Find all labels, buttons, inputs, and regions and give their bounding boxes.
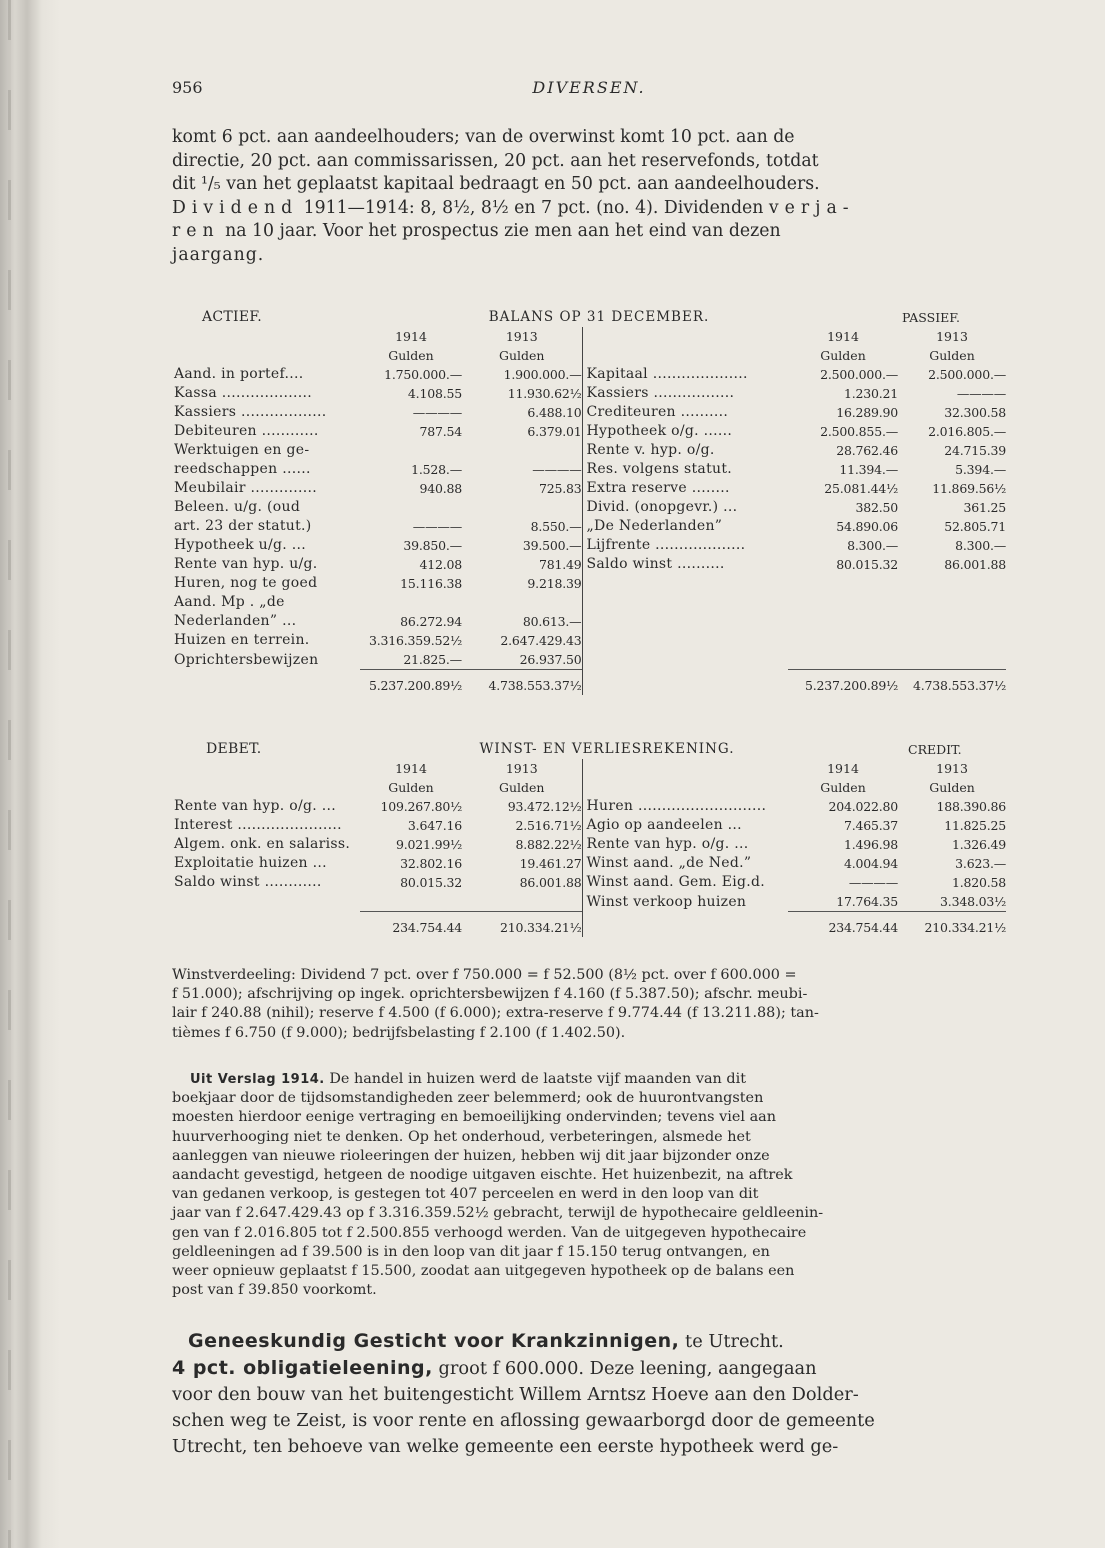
value-1914: 16.289.90 bbox=[836, 405, 899, 420]
verslag-paragraph bbox=[172, 1070, 1006, 1300]
unit-gulden: Gulden bbox=[929, 780, 975, 795]
total-passief-1913: 4.738.553.37½ bbox=[913, 678, 1007, 693]
value-1913 bbox=[462, 441, 582, 460]
value-1913 bbox=[898, 593, 1006, 612]
value-1914: ———— bbox=[848, 875, 899, 890]
intro-line: Dividend 1911—1914: 8, 8½, 8½ en 7 pct. (no. 4). Dividenden verja- bbox=[172, 197, 855, 218]
row-label: Rente van hyp. o/g. ... bbox=[174, 798, 336, 814]
obligatie-heading: 4 pct. obligatieleening, bbox=[172, 1357, 433, 1379]
year-1913: 1913 bbox=[505, 329, 538, 344]
value-1914: 3.647.16 bbox=[407, 818, 462, 833]
winstverdeeling-paragraph bbox=[172, 966, 1006, 1043]
table-row bbox=[172, 536, 1006, 555]
row-label: Winst aand. „de Ned.” bbox=[582, 854, 788, 873]
winstverdeeling-line: f 51.000); afschrijving op ingek. oprichtersbewijzen f 4.160 (f 5.387.50); afschr. meubi- bbox=[172, 986, 808, 1003]
value-1913: 3.623.— bbox=[955, 856, 1007, 871]
winstverdeeling-line: Winstverdeeling: Dividend 7 pct. over f 750.000 = f 52.500 (8½ pct. over f 600.000 = bbox=[172, 967, 797, 983]
value-1914: 1.230.21 bbox=[843, 386, 899, 401]
verslag-heading: Uit Verslag 1914. bbox=[190, 1072, 325, 1087]
value-1914: 4.004.94 bbox=[843, 856, 899, 871]
geneeskundig-line: Geneeskundig Gesticht voor Krankzinnigen, te Utrecht. bbox=[188, 1330, 784, 1352]
row-label bbox=[582, 650, 788, 670]
table-row bbox=[172, 517, 1006, 536]
row-label: art. 23 der statut.) bbox=[174, 518, 312, 534]
row-label: „De Nederlanden” bbox=[582, 517, 788, 536]
balance-year-row bbox=[172, 327, 1006, 346]
row-label: Divid. (onopgevr.) ... bbox=[582, 498, 788, 517]
profit-loss-table bbox=[172, 740, 1006, 937]
row-label: Rente van hyp. o/g. ... bbox=[582, 835, 788, 854]
table-row bbox=[172, 593, 1006, 612]
actief-label: ACTIEF. bbox=[202, 309, 262, 325]
value-1914: 28.762.46 bbox=[836, 443, 899, 458]
value-1913: 8.882.22½ bbox=[515, 837, 582, 852]
value-1913: 2.500.000.— bbox=[928, 367, 1007, 382]
geneeskundig-paragraph bbox=[172, 1328, 1006, 1460]
table-row bbox=[172, 612, 1006, 631]
value-1913: 93.472.12½ bbox=[507, 799, 582, 814]
page-number: 956 bbox=[172, 78, 203, 97]
row-label bbox=[582, 631, 788, 650]
year-1914: 1914 bbox=[827, 761, 859, 776]
balance-title-row bbox=[172, 308, 1006, 327]
value-1914: 1.528.— bbox=[411, 462, 462, 477]
unit-gulden: Gulden bbox=[388, 348, 434, 363]
value-1913 bbox=[898, 612, 1006, 631]
row-label: Winst aand. Gem. Eig.d. bbox=[582, 873, 788, 892]
geneeskundig-line: 4 pct. obligatieleening, groot f 600.000. Deze leening, aangegaan bbox=[172, 1357, 817, 1379]
verslag-line: geldleeningen ad f 39.500 is in den loop van dit jaar f 15.150 terug ontvangen, en bbox=[172, 1243, 770, 1260]
page bbox=[172, 74, 1007, 1457]
value-1913: 6.488.10 bbox=[527, 405, 582, 420]
row-label: Winst verkoop huizen bbox=[582, 892, 788, 912]
unit-gulden: Gulden bbox=[929, 348, 975, 363]
value-1914: 2.500.000.— bbox=[820, 367, 899, 382]
value-1914: 1.750.000.— bbox=[384, 367, 462, 382]
balance-unit-row bbox=[172, 346, 1006, 365]
value-1913: 6.379.01 bbox=[527, 424, 582, 439]
table-row bbox=[172, 892, 1006, 912]
value-1914: 17.764.35 bbox=[836, 894, 899, 909]
intro-line: ren na 10 jaar. Voor het prospectus zie men aan het eind van dezen bbox=[172, 221, 781, 242]
balance-sheet-table bbox=[172, 308, 1006, 695]
verslag-line: van gedanen verkoop, is gestegen tot 407 perceelen en werd in den loop van dit bbox=[172, 1186, 759, 1203]
geneeskundig-line: Utrecht, ten behoeve van welke gemeente een eerste hypotheek werd ge- bbox=[172, 1436, 839, 1457]
value-1914: 787.54 bbox=[419, 424, 462, 439]
value-1914: 80.015.32 bbox=[400, 875, 462, 890]
row-label: Nederlanden” ... bbox=[174, 613, 297, 629]
credit-label: CREDIT. bbox=[908, 742, 962, 757]
value-1914: 382.50 bbox=[855, 500, 899, 515]
value-1914: 3.316.359.52½ bbox=[368, 633, 462, 648]
verslag-line: aanleggen van nieuwe rioleeringen der huizen, hebben wij dit jaar bijzonder onze bbox=[172, 1147, 770, 1164]
value-1913: 8.550.— bbox=[530, 519, 582, 534]
winst-unit-row bbox=[172, 778, 1006, 797]
total-credit-1914: 234.754.44 bbox=[828, 920, 899, 935]
row-label: Res. volgens statut. bbox=[582, 460, 788, 479]
table-row bbox=[172, 873, 1006, 892]
value-1913: 86.001.88 bbox=[519, 875, 582, 890]
row-label: Kassa ................... bbox=[174, 385, 313, 401]
value-1914 bbox=[360, 593, 462, 612]
table-row bbox=[172, 797, 1006, 816]
unit-gulden: Gulden bbox=[388, 780, 434, 795]
value-1914: 15.116.38 bbox=[400, 576, 462, 591]
row-label: Extra reserve ........ bbox=[582, 479, 788, 498]
value-1913: 781.49 bbox=[538, 557, 582, 572]
intro-line: jaargang. bbox=[172, 244, 265, 265]
value-1913: 11.869.56½ bbox=[932, 481, 1007, 496]
value-1914: ———— bbox=[412, 405, 462, 420]
total-passief-1914: 5.237.200.89½ bbox=[805, 678, 899, 693]
value-1913: 361.25 bbox=[963, 500, 1007, 515]
verslag-line: weer opnieuw geplaatst f 15.500, zoodat aan uitgegeven hypotheek op de balans een bbox=[172, 1263, 795, 1280]
row-label: Kassiers .................. bbox=[174, 404, 327, 420]
value-1913: 80.613.— bbox=[522, 614, 582, 629]
value-1914 bbox=[788, 593, 898, 612]
year-1914: 1914 bbox=[395, 761, 427, 776]
balance-title: BALANS OP 31 DECEMBER. bbox=[488, 309, 710, 325]
value-1914: 204.022.80 bbox=[828, 799, 899, 814]
value-1913: 11.930.62½ bbox=[507, 386, 582, 401]
row-label: Huren, nog te goed bbox=[174, 575, 318, 591]
row-label bbox=[172, 892, 360, 912]
verslag-line: huurverhooging niet te denken. Op het onderhoud, verbeteringen, alsmede het bbox=[172, 1128, 751, 1145]
value-1914: 109.267.80½ bbox=[380, 799, 462, 814]
intro-paragraph bbox=[172, 126, 1006, 268]
table-row bbox=[172, 479, 1006, 498]
geneeskundig-heading: Geneeskundig Gesticht voor Krankzinnigen, bbox=[188, 1330, 680, 1352]
value-1913: 2.516.71½ bbox=[515, 818, 582, 833]
page-title: DIVERSEN. bbox=[532, 78, 646, 97]
intro-line: dit ¹/₅ van het geplaatst kapitaal bedraagt en 50 pct. aan aandeelhouders. bbox=[172, 174, 820, 195]
value-1913: 24.715.39 bbox=[944, 443, 1007, 458]
unit-gulden: Gulden bbox=[820, 780, 866, 795]
running-header bbox=[172, 74, 1006, 104]
total-actief-1914: 5.237.200.89½ bbox=[368, 678, 462, 693]
table-row bbox=[172, 854, 1006, 873]
intro-line: komt 6 pct. aan aandeelhouders; van de overwinst komt 10 pct. aan de bbox=[172, 127, 795, 147]
table-row bbox=[172, 816, 1006, 835]
value-1914 bbox=[360, 441, 462, 460]
value-1914: 39.850.— bbox=[403, 538, 462, 553]
verslag-line: aandacht gevestigd, hetgeen de noodige uitgaven eischte. Het huizenbezit, na aftrek bbox=[172, 1167, 793, 1184]
unit-gulden: Gulden bbox=[499, 780, 545, 795]
total-credit-1913: 210.334.21½ bbox=[924, 920, 1007, 935]
row-label: Algem. onk. en salariss. bbox=[174, 836, 351, 852]
value-1914 bbox=[788, 650, 898, 670]
table-row bbox=[172, 365, 1006, 384]
row-label: Saldo winst .......... bbox=[582, 555, 788, 574]
table-row bbox=[172, 835, 1006, 854]
row-label: Huren ........................... bbox=[582, 797, 788, 816]
value-1914: 25.081.44½ bbox=[824, 481, 899, 496]
winstverdeeling-line: lair f 240.88 (nihil); reserve f 4.500 (f 6.000); extra-reserve f 9.774.44 (f 13.211.88); tan- bbox=[172, 1005, 819, 1022]
row-label: Rente v. hyp. o/g. bbox=[582, 441, 788, 460]
row-label: Huizen en terrein. bbox=[174, 632, 310, 648]
table-row bbox=[172, 650, 1006, 670]
row-label bbox=[582, 574, 788, 593]
winst-year-row bbox=[172, 759, 1006, 778]
row-label: Interest ...................... bbox=[174, 817, 342, 833]
value-1914: 7.465.37 bbox=[843, 818, 899, 833]
row-label: Crediteuren .......... bbox=[582, 403, 788, 422]
value-1913: ———— bbox=[532, 462, 582, 477]
value-1914: 1.496.98 bbox=[843, 837, 899, 852]
table-row bbox=[172, 422, 1006, 441]
value-1913: 19.461.27 bbox=[519, 856, 582, 871]
row-label: Hypotheek u/g. ... bbox=[174, 537, 307, 553]
table-row bbox=[172, 460, 1006, 479]
value-1913: 1.820.58 bbox=[951, 875, 1007, 890]
row-label: Werktuigen en ge- bbox=[174, 442, 310, 458]
value-1914 bbox=[788, 631, 898, 650]
value-1913: 52.805.71 bbox=[944, 519, 1007, 534]
value-1914: 21.825.— bbox=[403, 652, 462, 667]
winst-title-row bbox=[172, 740, 1006, 759]
value-1913: 1.326.49 bbox=[951, 837, 1007, 852]
value-1914 bbox=[360, 892, 462, 912]
value-1913: 1.900.000.— bbox=[503, 367, 582, 382]
debet-label: DEBET. bbox=[206, 741, 262, 757]
value-1914: 80.015.32 bbox=[836, 557, 899, 572]
table-row bbox=[172, 403, 1006, 422]
table-row bbox=[172, 441, 1006, 460]
row-label: Aand. Mp . „de bbox=[174, 594, 285, 610]
row-label: Oprichtersbewijzen bbox=[174, 651, 319, 668]
year-1913: 1913 bbox=[936, 329, 968, 344]
value-1913 bbox=[462, 498, 582, 517]
row-label: Meubilair .............. bbox=[174, 480, 318, 496]
value-1914: 8.300.— bbox=[847, 538, 899, 553]
value-1914: 11.394.— bbox=[839, 462, 899, 477]
total-debet-1913: 210.334.21½ bbox=[500, 920, 582, 935]
table-row bbox=[172, 574, 1006, 593]
value-1913: 725.83 bbox=[538, 481, 582, 496]
verslag-line: jaar van f 2.647.429.43 op f 3.316.359.52½ gebracht, terwijl de hypothecaire geldleenin- bbox=[172, 1205, 824, 1222]
value-1913: 2.647.429.43 bbox=[500, 633, 582, 648]
row-label bbox=[582, 593, 788, 612]
value-1914: 2.500.855.— bbox=[820, 424, 899, 439]
geneeskundig-line: voor den bouw van het buitengesticht Willem Arntsz Hoeve aan den Dolder- bbox=[172, 1384, 859, 1405]
value-1913: ———— bbox=[956, 386, 1007, 401]
value-1913: 188.390.86 bbox=[936, 799, 1007, 814]
value-1914: 86.272.94 bbox=[400, 614, 462, 629]
row-label bbox=[582, 612, 788, 631]
value-1913: 32.300.58 bbox=[944, 405, 1007, 420]
row-label: Kassiers ................. bbox=[582, 384, 788, 403]
verslag-line: boekjaar door de tijdsomstandigheden zeer belemmerd; ook de huurontvangsten bbox=[172, 1090, 764, 1107]
row-label: Kapitaal .................... bbox=[582, 365, 788, 384]
row-label: Exploitatie huizen ... bbox=[174, 855, 327, 871]
value-1914 bbox=[360, 498, 462, 517]
row-label: Saldo winst ............ bbox=[174, 874, 322, 890]
geneeskundig-line: schen weg te Zeist, is voor rente en aflossing gewaarborgd door de gemeente bbox=[172, 1410, 875, 1431]
value-1913 bbox=[898, 574, 1006, 593]
value-1914: 54.890.06 bbox=[836, 519, 899, 534]
row-label: Debiteuren ............ bbox=[174, 423, 319, 439]
value-1913 bbox=[462, 892, 582, 912]
value-1913 bbox=[462, 593, 582, 612]
winst-title: WINST- EN VERLIESREKENING. bbox=[479, 741, 735, 757]
winst-total-row bbox=[172, 918, 1006, 937]
passief-label: PASSIEF. bbox=[902, 310, 960, 325]
value-1913 bbox=[898, 631, 1006, 650]
value-1914: 9.021.99½ bbox=[396, 837, 462, 852]
value-1914: 940.88 bbox=[419, 481, 462, 496]
value-1914 bbox=[788, 612, 898, 631]
value-1913: 11.825.25 bbox=[944, 818, 1007, 833]
value-1913: 26.937.50 bbox=[519, 652, 582, 667]
unit-gulden: Gulden bbox=[820, 348, 866, 363]
value-1914: 4.108.55 bbox=[407, 386, 462, 401]
row-label: Beleen. u/g. (oud bbox=[174, 499, 301, 515]
year-1913: 1913 bbox=[936, 761, 968, 776]
value-1913: 39.500.— bbox=[522, 538, 582, 553]
unit-gulden: Gulden bbox=[499, 348, 545, 363]
value-1913: 5.394.— bbox=[955, 462, 1007, 477]
value-1913: 8.300.— bbox=[955, 538, 1007, 553]
table-row bbox=[172, 384, 1006, 403]
value-1913: 9.218.39 bbox=[527, 576, 582, 591]
value-1914: ———— bbox=[412, 519, 462, 534]
value-1914: 32.802.16 bbox=[400, 856, 462, 871]
balance-rows bbox=[172, 365, 1006, 670]
row-label: Hypotheek o/g. ...... bbox=[582, 422, 788, 441]
table-row bbox=[172, 631, 1006, 650]
verslag-line: Uit Verslag 1914. De handel in huizen werd de laatste vijf maanden van dit bbox=[172, 1070, 1006, 1089]
year-1914: 1914 bbox=[827, 329, 859, 344]
balance-total-row bbox=[172, 676, 1006, 695]
value-1913: 86.001.88 bbox=[944, 557, 1007, 572]
verslag-line: moesten hierdoor eenige vertraging en bemoeilijking ondervinden; tevens viel aan bbox=[172, 1109, 776, 1126]
row-label: Agio op aandeelen ... bbox=[582, 816, 788, 835]
verslag-line: gen van f 2.016.805 tot f 2.500.855 verhoogd werden. Van de uitgegeven hypothecaire bbox=[172, 1224, 807, 1241]
total-actief-1913: 4.738.553.37½ bbox=[488, 678, 582, 693]
value-1913: 3.348.03½ bbox=[940, 894, 1007, 909]
book-spine-shadow bbox=[0, 0, 60, 1548]
value-1914: 412.08 bbox=[419, 557, 462, 572]
winst-rows bbox=[172, 797, 1006, 912]
year-1913: 1913 bbox=[505, 761, 538, 776]
table-row bbox=[172, 498, 1006, 517]
verslag-line: post van f 39.850 voorkomt. bbox=[172, 1282, 377, 1299]
row-label: Lijfrente ................... bbox=[582, 536, 788, 555]
row-label: Aand. in portef.... bbox=[174, 366, 304, 382]
table-row bbox=[172, 555, 1006, 574]
intro-line: directie, 20 pct. aan commissarissen, 20 pct. aan het reservefonds, totdat bbox=[172, 150, 819, 171]
total-debet-1914: 234.754.44 bbox=[392, 920, 462, 935]
value-1913 bbox=[898, 650, 1006, 670]
value-1913: 2.016.805.— bbox=[928, 424, 1007, 439]
value-1914 bbox=[788, 574, 898, 593]
winstverdeeling-line: tièmes f 6.750 (f 9.000); bedrijfsbelasting f 2.100 (f 1.402.50). bbox=[172, 1024, 626, 1041]
row-label: reedschappen ...... bbox=[174, 461, 311, 477]
year-1914: 1914 bbox=[395, 329, 427, 344]
row-label: Rente van hyp. u/g. bbox=[174, 556, 318, 572]
